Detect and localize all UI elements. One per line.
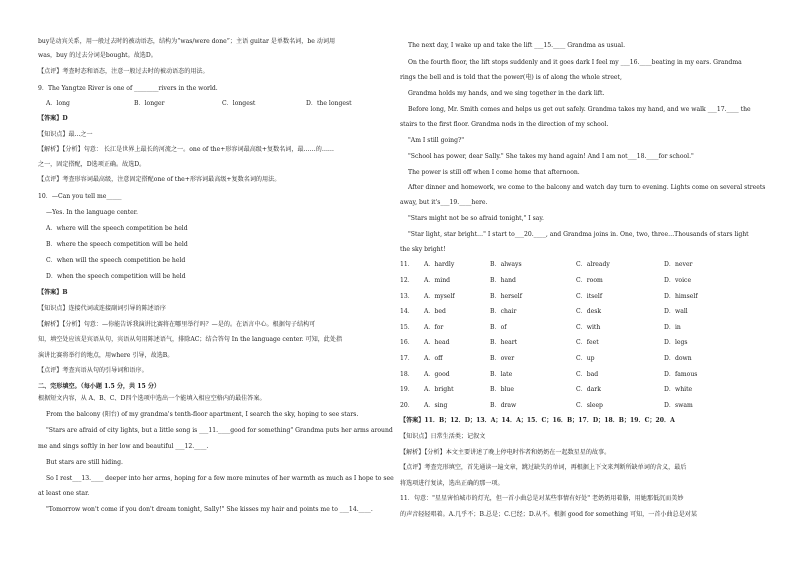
option-choice: A．myself: [424, 293, 455, 300]
option-choice: C．sleep: [576, 402, 603, 409]
q9-option: A．long: [46, 100, 70, 107]
text-line: But stars are still hiding.: [46, 459, 123, 466]
option-choice: B．hand: [490, 277, 516, 284]
option-choice: B．heart: [490, 339, 518, 346]
text-line: After dinner and homework, we come to the balcony and watch day turn to evening. Lights come on several streets: [408, 184, 766, 191]
text-line: 【知识点】日常生活类；记叙文: [400, 433, 486, 440]
option-choice: D．white: [664, 386, 693, 393]
text-line: From the balcony (阳台) of my grandma's tenth-floor apartment, I search the sky, hoping to see stars.: [46, 411, 359, 418]
option-choice: B．always: [490, 261, 522, 268]
option-choice: D．legs: [664, 339, 688, 346]
text-line: me and sings softly in her low and beautiful ___12.____.: [38, 443, 209, 450]
option-number: 13．: [400, 293, 414, 300]
text-line: 【知识点】连接代词或连接副词引导的陈述语序: [38, 305, 166, 312]
option-choice: A．bed: [424, 308, 446, 315]
option-choice: D．voice: [664, 277, 692, 284]
option-choice: D．swam: [664, 402, 693, 409]
text-line: stairs to the first floor. Grandma nods in the direction of my school.: [400, 121, 609, 128]
text-line: 【点评】考查宾语从句的引导词和语序。: [38, 367, 148, 374]
text-line: So I rest___13.____ deeper into her arms, hoping for a few more minutes of her warmth as much as I hope to see: [46, 475, 394, 482]
option-number: 19．: [400, 386, 414, 393]
text-line: buy是动宾关系，用一般过去时的被动语态，结构为“was/were done”；主语 guitar 是单数名词，be 动词用: [38, 38, 336, 45]
option-choice: A．off: [424, 355, 443, 362]
text-line: On the fourth floor, the lift stops suddenly and it goes dark I feel my ___16.____beating in my ears. Grandma: [408, 59, 742, 66]
text-line: 之一，固定搭配，D选项正确。故选D。: [38, 161, 146, 168]
option-choice: D．down: [664, 355, 692, 362]
text-line: 【答案】D: [38, 115, 68, 122]
text-line: A．where will the speech competition be held: [46, 225, 188, 232]
text-line: "Stars might not be so afraid tonight," I say.: [408, 215, 544, 222]
option-number: 11．: [400, 261, 414, 268]
option-choice: C．up: [576, 355, 595, 362]
text-line: 【点评】考查时态和语态，注意一般过去时的被动语态的用法。: [38, 68, 209, 75]
option-number: 18．: [400, 371, 414, 378]
option-choice: C．room: [576, 277, 603, 284]
right-column: [400, 0, 768, 562]
text-line: 【解析】【分析】句意：—你能告诉我演讲比赛将在哪里举行吗？—是的。在语言中心。根据句子结构可: [38, 321, 316, 328]
option-choice: A．for: [424, 324, 444, 331]
text-line: 根据短文内容，从 A、B、C、D四个选项中选出一个能填入相应空格内的最佳答案。: [38, 395, 266, 402]
text-line: —Yes. In the language center.: [46, 209, 138, 216]
option-choice: C．dark: [576, 386, 601, 393]
option-number: 15．: [400, 324, 414, 331]
text-line: 9．The Yangtze River is one of ________rivers in the world.: [38, 85, 218, 92]
option-choice: A．head: [424, 339, 450, 346]
text-line: 【点评】考查完形填空，首先通读一遍文章，跳过缺失的单词，再根据上下文来判断所缺单词的含义，最后: [400, 464, 687, 471]
option-choice: B．blue: [490, 386, 514, 393]
text-line: 【答案】B: [38, 289, 68, 296]
text-line: 知，填空处应该是宾语从句，宾语从句用陈述语气，排除AC；结合答句 In the language center. 可知，此处指: [38, 336, 343, 343]
text-line: the sky bright!: [400, 246, 446, 253]
q9-option: D．the longest: [306, 100, 352, 107]
text-line: "School has power, dear Sally." She takes my hand again! And I am not___18.____for school.": [408, 153, 694, 160]
option-choice: A．bright: [424, 386, 454, 393]
option-choice: A．hardly: [424, 261, 455, 268]
option-choice: B．herself: [490, 293, 522, 300]
text-line: 11．句意："星星害怕城市的灯光，但一首小曲总是对某些事情有好处" 老奶奶用着胳，用她那低沉而美妙: [400, 495, 684, 502]
q9-option: C．longest: [222, 100, 256, 107]
text-line: The next day, I wake up and take the lift ___15.____ Grandma as usual.: [408, 42, 626, 49]
option-number: 12．: [400, 277, 414, 284]
text-line: Before long, Mr. Smith comes and helps us get out safely. Grandma takes my hand, and we walk ___17.____ the: [408, 106, 751, 113]
option-choice: D．himself: [664, 293, 698, 300]
option-choice: D．famous: [664, 371, 698, 378]
option-choice: C．feet: [576, 339, 599, 346]
option-choice: B．of: [490, 324, 507, 331]
text-line: 演讲比赛将举行的地点，用where 引导，故选B。: [38, 352, 174, 359]
text-line: D．when the speech competition will be held: [46, 273, 186, 280]
option-number: 16．: [400, 339, 414, 346]
option-choice: C．with: [576, 324, 601, 331]
text-line: 【答案】11．B；12．D；13．A；14．A；15．C；16．B；17．D；18．B；19．C；20．A: [400, 417, 675, 424]
text-line: 【知识点】最...之一: [38, 131, 93, 138]
text-line: was，buy 的过去分词是bought。故选D。: [38, 52, 157, 59]
text-line: 的声音轻轻唱着。A.几乎不；B.总是；C.已经；D.从不。根据 good for something 可知，一首小曲总是对某: [400, 511, 697, 518]
text-line: The power is still off when I come home that afternoon.: [408, 169, 580, 176]
left-column: [38, 0, 406, 562]
text-line: at least one star.: [38, 490, 90, 497]
text-line: away, but it's___19.____here.: [400, 199, 488, 206]
text-line: "Stars are afraid of city lights, but a little song is ___11.____good for something" Grandma puts her arms around: [46, 427, 393, 434]
text-line: 10．—Can you tell me_____: [38, 193, 122, 200]
option-number: 17．: [400, 355, 414, 362]
option-number: 20．: [400, 402, 414, 409]
text-line: 【解析】【分析】句意： 长江是世界上最长的河流之一。one of the+形容词最高级+复数名词，最……的……: [38, 146, 335, 153]
text-line: rings the bell and is told that the power(电) is of along the whole street,: [400, 74, 622, 81]
text-line: "Star light, star bright…" I start to___20.____, and Grandma joins in. One, two, three…Thousands of stars light: [408, 231, 749, 238]
option-choice: C．bad: [576, 371, 599, 378]
text-line: Grandma holds my hands, and we sing together in the dark lift.: [408, 90, 605, 97]
option-choice: D．wall: [664, 308, 688, 315]
text-line: 二、完形填空。（每小题 1.5 分，共 15 分）: [38, 383, 161, 390]
option-choice: C．itself: [576, 293, 603, 300]
option-choice: B．late: [490, 371, 513, 378]
q9-option: B．longer: [134, 100, 165, 107]
option-choice: B．chair: [490, 308, 517, 315]
option-choice: D．never: [664, 261, 693, 268]
text-line: 【解析】【分析】本文主要讲述了晚上停电时作者和奶奶在一起数星星的故事。: [400, 449, 611, 456]
text-line: B．where the speech competition will be held: [46, 241, 188, 248]
option-choice: B．draw: [490, 402, 517, 409]
option-choice: C．desk: [576, 308, 602, 315]
option-number: 14．: [400, 308, 414, 315]
text-line: "Tomorrow won't come if you don't dream tonight, Sally!" She kisses my hair and points me to ___14.____.: [46, 506, 373, 513]
option-choice: D．in: [664, 324, 681, 331]
text-line: 【点评】考查形容词最高级，注意固定搭配one of the+形容词最高级+复数名词的用法。: [38, 176, 281, 183]
text-line: "Am I still going?": [408, 137, 465, 144]
option-choice: C．already: [576, 261, 610, 268]
option-choice: A．good: [424, 371, 450, 378]
option-choice: B．over: [490, 355, 515, 362]
option-choice: A．mind: [424, 277, 451, 284]
text-line: 将选项进行复读，选出正确的那一项。: [400, 480, 504, 487]
text-line: C．when will the speech competition be held: [46, 257, 186, 264]
option-choice: A．sing: [424, 402, 448, 409]
